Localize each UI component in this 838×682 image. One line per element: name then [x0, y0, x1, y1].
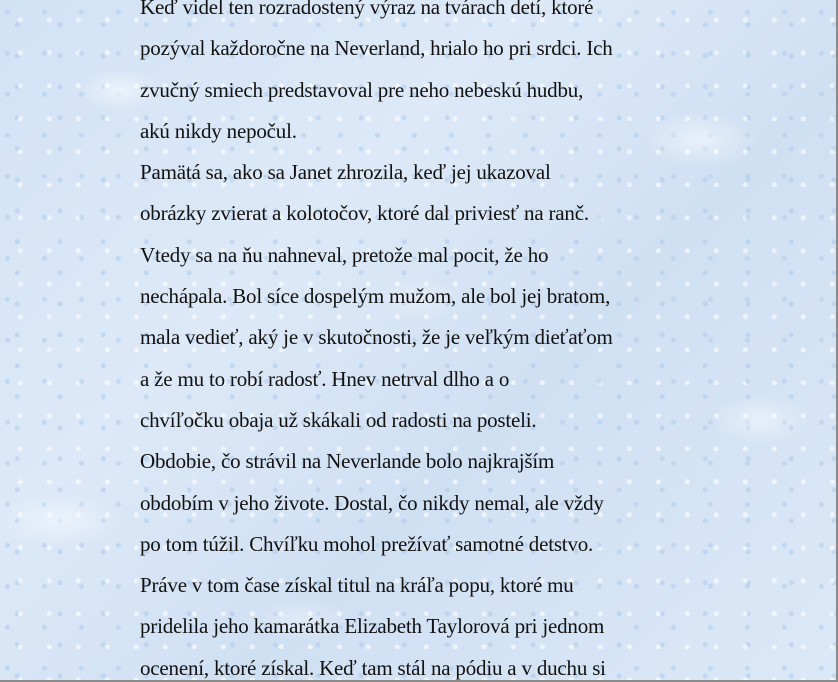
text-line: ocenení, ktoré získal. Keď tam stál na pódiu a v duchu si — [140, 655, 606, 680]
text-line: po tom túžil. Chvíľku mohol prežívať samotné detstvo. — [140, 531, 594, 556]
text-line: Práve v tom čase získal titul na kráľa popu, ktoré mu — [140, 573, 574, 598]
text-line: pozýval každoročne na Neverland, hrialo ho pri srdci. Ich — [140, 36, 613, 61]
text-line: a že mu to robí radosť. Hnev netrval dlho a o — [140, 366, 510, 391]
text-line: zvučný smiech predstavoval pre neho nebeskú hudbu, — [140, 77, 584, 102]
text-line: akú nikdy nepočul. — [140, 118, 297, 143]
text-line: obrázky zvierat a kolotočov, ktoré dal priviesť na ranč. — [140, 201, 589, 226]
body-text — [140, 0, 720, 682]
text-line: nechápala. Bol síce dospelým mužom, ale bol jej bratom, — [140, 284, 611, 309]
text-line: pridelila jeho kamarátka Elizabeth Taylorová pri jednom — [140, 614, 605, 639]
text-line: chvíľočku obaja už skákali od radosti na posteli. — [140, 407, 537, 432]
text-line: mala vedieť, aký je v skutočnosti, že je veľkým dieťaťom — [140, 325, 613, 350]
text-line: obdobím v jeho živote. Dostal, čo nikdy nemal, ale vždy — [140, 490, 604, 515]
text-line: Pamätá sa, ako sa Janet zhrozila, keď jej ukazoval — [140, 160, 551, 185]
text-line: Keď videl ten rozradostený výraz na tvárach detí, ktoré — [140, 0, 594, 19]
text-line: Obdobie, čo strávil na Neverlande bolo najkrajším — [140, 449, 555, 474]
text-line: Vtedy sa na ňu nahneval, pretože mal pocit, že ho — [140, 242, 549, 267]
